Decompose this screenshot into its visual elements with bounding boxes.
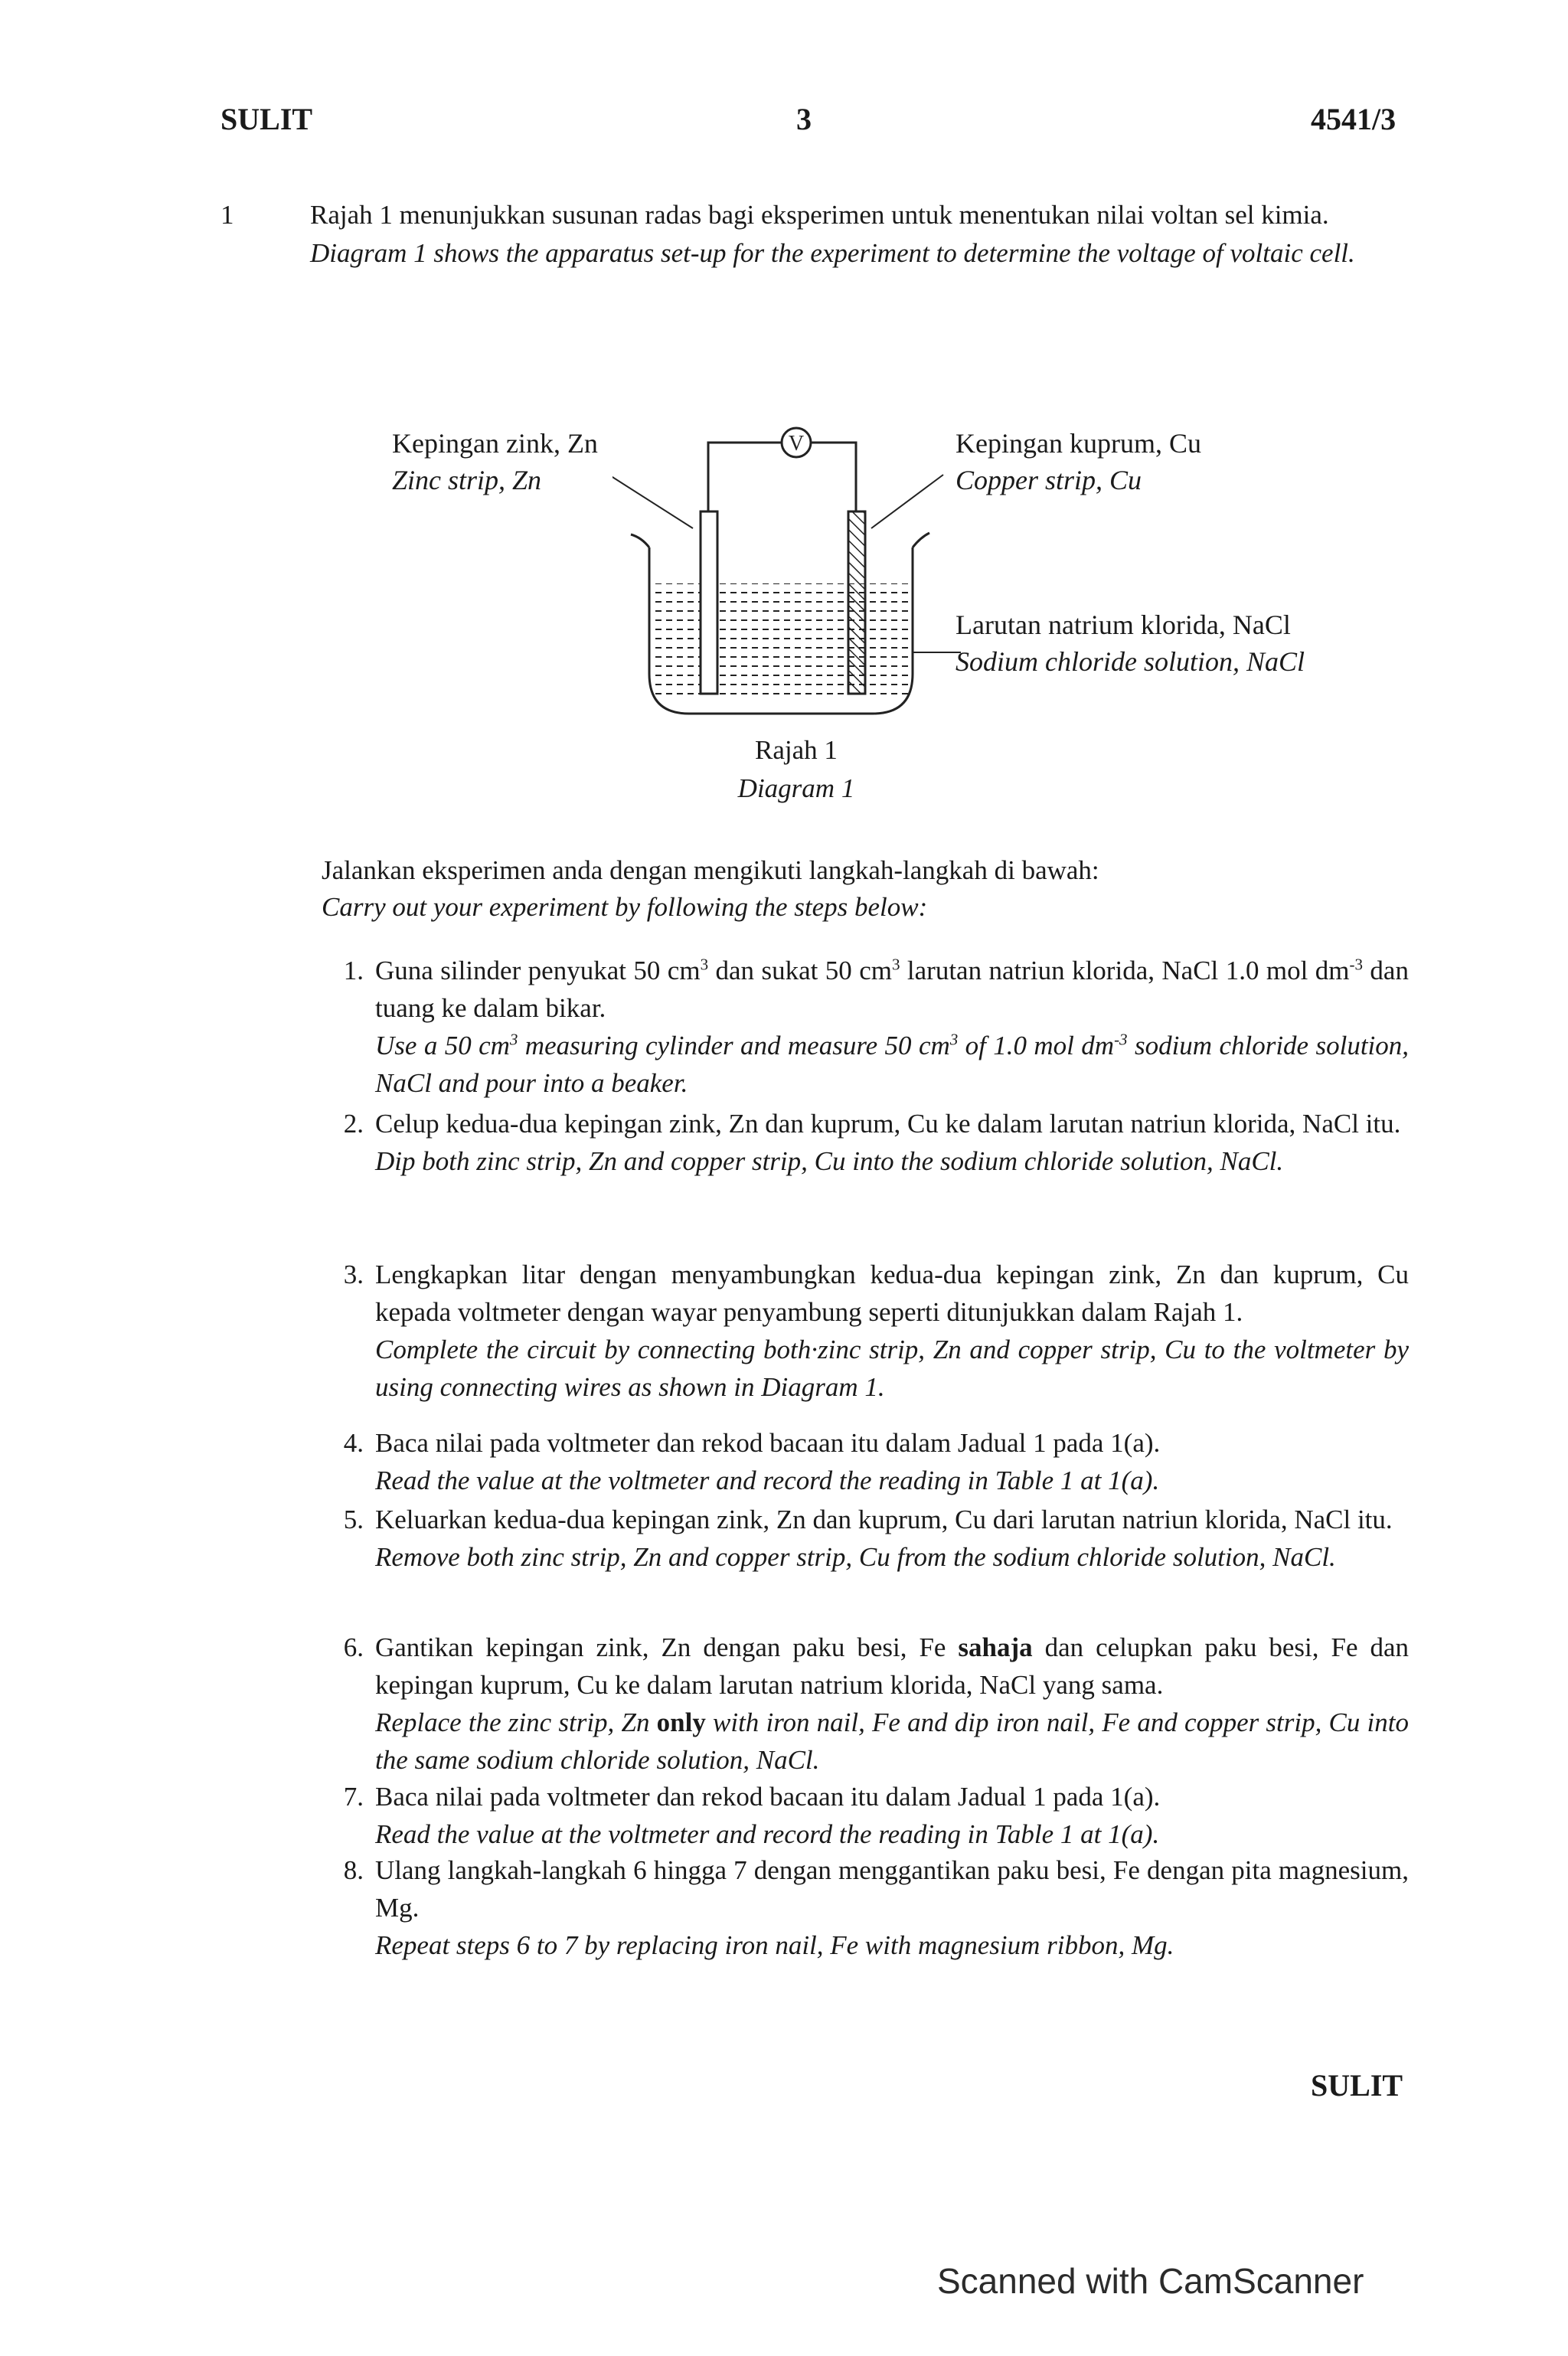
zinc-label-ms: Kepingan zink, Zn	[392, 428, 598, 459]
caption-malay: Rajah 1	[755, 735, 838, 765]
step-7: 7. Baca nilai pada voltmeter dan rekod bacaan itu dalam Jadual 1 pada 1(a). Read the value at the voltmeter and record the reading in Table 1 at 1(a).	[322, 1778, 1409, 1853]
solution-label-en: Sodium chloride solution, NaCl	[956, 646, 1305, 677]
sodium-chloride-solution	[652, 583, 910, 697]
header-left: SULIT	[220, 102, 313, 136]
step-2: 2. Celup kedua-dua kepingan zink, Zn dan kuprum, Cu ke dalam larutan natriun klorida, NaCl itu. Dip both zinc strip, Zn and copper strip, Cu into the sodium chloride solution, NaCl.	[322, 1105, 1409, 1180]
question-intro	[310, 196, 1424, 273]
intro-english: Diagram 1 shows the apparatus set-up for the experiment to determine the voltage of voltaic cell.	[310, 238, 1355, 268]
step-5-english: Remove both zinc strip, Zn and copper strip, Cu from the sodium chloride solution, NaCl.	[375, 1542, 1336, 1572]
zinc-strip	[701, 511, 717, 694]
step-1-malay: Guna silinder penyukat 50 $cm^3$ dan sukat 50 $cm^3$ larutan natriun klorida, NaCl 1.0 mol $dm^{-3}$ dan tuang ke dalam bikar.	[375, 955, 1409, 1023]
voltmeter-symbol: V	[788, 432, 805, 456]
scanner-watermark: Scanned with CamScanner	[937, 2261, 1364, 2301]
step-7-malay: Baca nilai pada voltmeter dan rekod bacaan itu dalam Jadual 1 pada 1(a).	[375, 1782, 1161, 1812]
step-1: 1. Guna silinder penyukat 50 $cm^3$ dan sukat 50 $cm^3$ larutan natriun klorida, NaCl 1.0 mol $dm^{-3}$ dan tuang ke dalam bikar. Use a 50 $cm^3$ measuring cylinder and measure 50 $cm^3$ of 1.0 mol $dm^{-3}$ sodium chloride solution, NaCl and pour into a beaker.	[322, 952, 1409, 1102]
instructions-english: Carry out your experiment by following the steps below:	[322, 892, 928, 922]
voltaic-cell-diagram	[612, 413, 965, 735]
step-5-malay: Keluarkan kedua-dua kepingan zink, Zn dan kuprum, Cu dari larutan natriun klorida, NaCl itu.	[375, 1505, 1393, 1534]
wire-zinc	[708, 443, 782, 511]
diagram-caption	[658, 731, 934, 808]
step-5: 5. Keluarkan kedua-dua kepingan zink, Zn dan kuprum, Cu dari larutan natriun klorida, NaCl itu. Remove both zinc strip, Zn and copper strip, Cu from the sodium chloride solution, NaCl.	[322, 1501, 1409, 1576]
paper-code: 4541/3	[1311, 102, 1396, 136]
step-8-malay: Ulang langkah-langkah 6 hingga 7 dengan menggantikan paku besi, Fe dengan pita magnesium, Mg.	[375, 1855, 1409, 1923]
caption-english: Diagram 1	[737, 773, 855, 803]
step-3-english: Complete the circuit by connecting both·zinc strip, Zn and copper strip, Cu to the voltmeter by using connecting wires as shown in Diagram 1.	[375, 1335, 1409, 1402]
copper-strip	[848, 511, 865, 694]
step-2-english: Dip both zinc strip, Zn and copper strip, Cu into the sodium chloride solution, NaCl.	[375, 1146, 1284, 1176]
step-8: 8. Ulang langkah-langkah 6 hingga 7 dengan menggantikan paku besi, Fe dengan pita magnesium, Mg. Repeat steps 6 to 7 by replacing iron nail, Fe with magnesium ribbon, Mg.	[322, 1851, 1409, 1964]
instructions-malay: Jalankan eksperimen anda dengan mengikuti langkah-langkah di bawah:	[322, 855, 1099, 885]
step-6-malay: Gantikan kepingan zink, Zn dengan paku besi, Fe sahaja dan celupkan paku besi, Fe dan kepingan kuprum, Cu ke dalam larutan natrium klorida, NaCl yang sama.	[375, 1632, 1409, 1700]
wire-copper	[810, 443, 856, 511]
zinc-label-en: Zinc strip, Zn	[392, 465, 542, 495]
step-1-english: Use a 50 $cm^3$ measuring cylinder and measure 50 $cm^3$ of 1.0 mol $dm^{-3}$ sodium chloride solution, NaCl and pour into a beaker.	[375, 1030, 1410, 1098]
step-4-english: Read the value at the voltmeter and record the reading in Table 1 at 1(a).	[375, 1466, 1160, 1495]
intro-malay: Rajah 1 menunjukkan susunan radas bagi eksperimen untuk menentukan nilai voltan sel kimia.	[310, 200, 1329, 230]
copper-label-ms: Kepingan kuprum, Cu	[956, 428, 1201, 459]
step-4: 4. Baca nilai pada voltmeter dan rekod bacaan itu dalam Jadual 1 pada 1(a). Read the value at the voltmeter and record the reading in Table 1 at 1(a).	[322, 1424, 1409, 1499]
copper-label-en: Copper strip, Cu	[956, 465, 1142, 495]
step-8-english: Repeat steps 6 to 7 by replacing iron nail, Fe with magnesium ribbon, Mg.	[375, 1930, 1174, 1960]
solution-label-ms: Larutan natrium klorida, NaCl	[956, 609, 1291, 640]
footer-sulit: SULIT	[1311, 2068, 1403, 2103]
step-4-malay: Baca nilai pada voltmeter dan rekod bacaan itu dalam Jadual 1 pada 1(a).	[375, 1428, 1161, 1458]
step-6-english: Replace the zinc strip, Zn only with iron nail, Fe and dip iron nail, Fe and copper strip, Cu into the same sodium chloride solution, NaCl.	[375, 1707, 1409, 1775]
step-2-malay: Celup kedua-dua kepingan zink, Zn dan kuprum, Cu ke dalam larutan natriun klorida, NaCl itu.	[375, 1109, 1401, 1139]
step-3: 3. Lengkapkan litar dengan menyambungkan kedua-dua kepingan zink, Zn dan kuprum, Cu kepada voltmeter dengan wayar penyambung seperti ditunjukkan dalam Rajah 1. Complete the circuit by connecting both·zinc strip, Zn and copper strip, Cu to the voltmeter by using connecting wires as shown in Diagram 1.	[322, 1256, 1409, 1406]
question-number: 1	[220, 200, 234, 230]
step-3-malay: Lengkapkan litar dengan menyambungkan kedua-dua kepingan zink, Zn dan kuprum, Cu kepada voltmeter dengan wayar penyambung seperti ditunjukkan dalam Rajah 1.	[375, 1260, 1409, 1327]
step-6: 6. Gantikan kepingan zink, Zn dengan paku besi, Fe sahaja dan celupkan paku besi, Fe dan kepingan kuprum, Cu ke dalam larutan natrium klorida, NaCl yang sama. Replace the zinc strip, Zn only with iron nail, Fe and dip iron nail, Fe and copper strip, Cu into the same sodium chloride solution, NaCl.	[322, 1629, 1409, 1779]
page-number: 3	[796, 102, 812, 136]
step-7-english: Read the value at the voltmeter and record the reading in Table 1 at 1(a).	[375, 1819, 1160, 1849]
